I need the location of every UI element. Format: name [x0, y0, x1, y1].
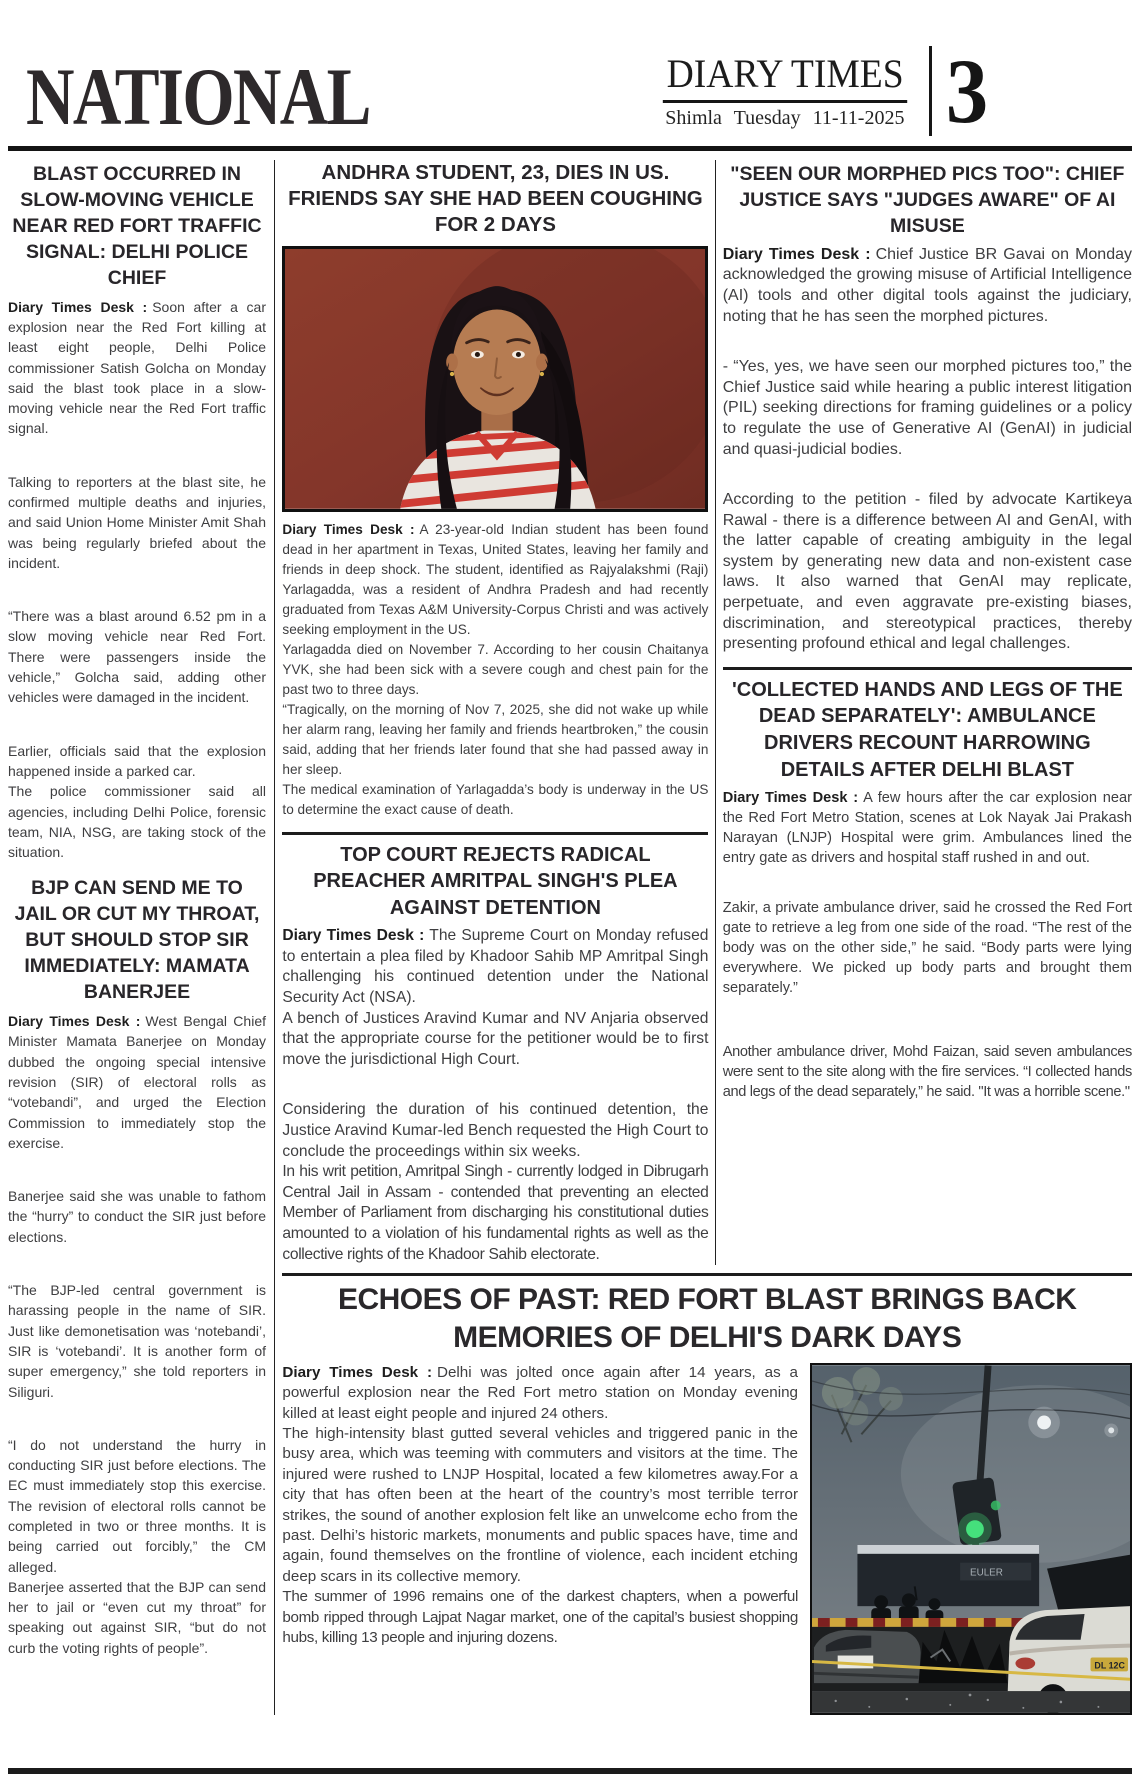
lead-text: West Bengal Chief Minister Mamata Banerjee on Monday dubbed the ongoing special intensive revision (SIR) of electoral rolls as “votebandi”, and urged the Election Commission to immediately stop the exercise. — [8, 1013, 266, 1151]
article-body — [282, 1363, 798, 1715]
article-paragraph: Banerjee said she was unable to fathom the “hurry” to conduct the SIR just before elections. — [8, 1188, 266, 1245]
burnt-sedan — [814, 1630, 921, 1683]
right-section — [282, 160, 1132, 1715]
byline: Diary Times Desk : — [282, 1363, 433, 1381]
page-header — [0, 0, 1140, 146]
article-paragraph: Considering the duration of his continued detention, the Justice Aravind Kumar-led Bench requested the High Court to conclude the proceedings within six weeks. — [282, 1101, 709, 1160]
column-left — [8, 160, 266, 1715]
article-headline: TOP COURT REJECTS RADICAL PREACHER AMRITPAL SINGH'S PLEA AGAINST DETENTION — [313, 843, 678, 919]
masthead-block — [655, 39, 990, 142]
article-lead — [8, 1011, 266, 1153]
article-mamata-sir — [8, 876, 266, 1658]
article-paragraph: The high-intensity blast gutted several vehicles and triggered panic in the busy area, which was teeming with commuters and visitors at the time. The injured were rushed to LNJP Hospital, located a few kilometres away.For a city that has often been at the heart of the country’s most terrible terror strikes, the sound of another explosion felt like an unwelcome echo from the past. Delhi’s historic markets, monuments and public spaces have, time and again, found themselves on the frontline of violence, each incident etching deep scars in its collective memory. — [282, 1425, 798, 1585]
article-ambulance — [723, 677, 1132, 1102]
byline: Diary Times Desk : — [282, 927, 425, 945]
article-blast-vehicle — [8, 162, 266, 862]
column-middle — [282, 160, 708, 1265]
article-paragraph: Banerjee asserted that the BJP can send her to jail or “even cut my throat” for speaking out against SIR, “but do not curb the voting rights of people”. — [8, 1578, 266, 1656]
article-headline: ANDHRA STUDENT, 23, DIES IN US. FRIENDS SAY SHE HAD BEEN COUGHING FOR 2 DAYS — [288, 161, 703, 237]
lead-text: Chief Justice BR Gavai on Monday acknowledged the growing misuse of Artificial Intelligence (AI) tools and other digital tools against the judiciary, noting that he has seen the morphed pictures. — [722, 245, 1132, 325]
article-paragraph: “The BJP-led central government is harassing people in the name of SIR. Just like demonetisation was ‘notebandi’, SIR is ‘votebandi’. It is another form of super emergency,” she told reporters in Siliguri. — [8, 1282, 266, 1400]
article-paragraph: The medical examination of Yarlagadda’s body is underway in the US to determine the exact cause of death. — [282, 781, 709, 817]
top-row — [282, 160, 1132, 1265]
article-paragraph: The police commissioner said all agencies, including Delhi Police, forensic team, NIA, NSG, are taking stock of the situation. — [8, 783, 266, 861]
section-title: NATIONAL — [26, 52, 370, 143]
article-rule — [282, 832, 708, 835]
streetlight — [1037, 1415, 1051, 1429]
article-headline: "SEEN OUR MORPHED PICS TOO": CHIEF JUSTICE SAYS "JUDGES AWARE" OF AI MISUSE — [730, 163, 1125, 237]
byline: Diary Times Desk : — [722, 790, 859, 807]
article-paragraph: “I do not understand the hurry in conducting SIR just before elections. The EC must immediately stop this exercise. The revision of electoral rolls cannot be completed in two or three months. It is being carried out forcibly,” the CM alleged. — [8, 1436, 266, 1575]
article-headline: ECHOES OF PAST: RED FORT BLAST BRINGS BACK MEMORIES OF DELHI'S DARK DAYS — [337, 1283, 1077, 1354]
article-amritpal — [282, 842, 708, 1266]
article-headline: 'COLLECTED HANDS AND LEGS OF THE DEAD SEPARATELY': AMBULANCE DRIVERS RECOUNT HARROWING DETAILS AFTER DELHI BLAST — [732, 678, 1123, 781]
article-paragraph: The summer of 1996 remains one of the darkest chapters, when a powerful bomb ripped through Lajpat Nagar market, one of the capital’s busiest shopping hubs, killing 13 people and injuring dozens. — [282, 1588, 798, 1647]
lead-text: Delhi was jolted once again after 14 years, as a powerful explosion near the Red Fort metro station on Monday evening killed at least eight people and injured 24 others. — [282, 1363, 798, 1422]
footer-rule — [8, 1768, 1132, 1774]
blast-scene-photo — [810, 1363, 1132, 1715]
license-plate-text: DL 12C — [1094, 1660, 1125, 1671]
masthead: DIARY TIMES — [663, 53, 908, 103]
truck-label: EULER — [970, 1567, 1003, 1579]
article-andhra-student — [282, 160, 708, 820]
student-portrait-illustration — [285, 249, 705, 509]
article-paragraph: Yarlagadda died on November 7. According to her cousin Chaitanya YVK, she had been sick with a severe cough and chest pain for the past two to three days. — [282, 641, 709, 697]
article-paragraph: Earlier, officials said that the explosion happened inside a parked car. — [8, 742, 266, 779]
article-headline: BLAST OCCURRED IN SLOW-MOVING VEHICLE NEAR RED FORT TRAFFIC SIGNAL: DELHI POLICE CHIEF — [12, 163, 262, 289]
article-cji-ai — [723, 162, 1132, 655]
byline: Diary Times Desk : — [722, 245, 871, 263]
page-number: 3 — [945, 39, 989, 142]
article-paragraph: Another ambulance driver, Mohd Faizan, said seven ambulances were sent to the site along with the fire services. “I collected hands and legs of the dead separately,” he said. "It was a horrible scene." — [722, 1044, 1132, 1101]
lead-text: A few hours after the car explosion near the Red Fort Metro Station, scenes at Lok Nayak Jai Prakash Narayan (LNJP) Hospital were grim. Ambulances lined the entry gate as drivers and hospital staff rushed in and out. — [722, 790, 1132, 867]
article-paragraph: A bench of Justices Aravind Kumar and NV Anjaria observed that the appropriate course for the petitioner would be to first move the jurisdictional High Court. — [282, 1009, 709, 1068]
student-photo — [282, 246, 708, 512]
article-paragraph: In his writ petition, Amritpal Singh - currently lodged in Dibrugarh Central Jail in Assam - contended that preventing an elected Member of Parliament from discharging his constitutional duties amounted to a violation of his fundamental rights as well as the collective rights of the Khadoor Sahib electorate. — [282, 1163, 709, 1263]
article-lead — [723, 245, 1132, 327]
article-lead — [282, 520, 708, 640]
header-rule — [8, 146, 1132, 151]
main-content — [0, 160, 1140, 1715]
article-headline: BJP CAN SEND ME TO JAIL OR CUT MY THROAT, BUT SHOULD STOP SIR IMMEDIATELY: MAMATA BANERJEE — [14, 877, 260, 1004]
lead-text: Soon after a car explosion near the Red Fort killing at least eight people, Delhi Police commissioner Satish Golcha on Monday said the blast took place in a slow-moving vehicle near the Red Fort traffic signal. — [8, 298, 266, 437]
masthead-divider — [929, 46, 932, 136]
article-echoes — [282, 1273, 1132, 1715]
article-paragraph: “There was a blast around 6.52 pm in a slow moving vehicle near Red Fort. There were passengers inside the vehicle,” Golcha said, adding other vehicles were damaged in the incident. — [8, 608, 266, 706]
article-lead — [282, 926, 708, 1008]
article-lead — [8, 297, 266, 439]
dateline: Shimla Tuesday 11-11-2025 — [665, 106, 905, 129]
tail-lamp — [1015, 1657, 1035, 1669]
article-paragraph: Talking to reporters at the blast site, he confirmed multiple deaths and injuries, and said Union Home Minister Amit Shah was being regularly briefed about the incident. — [8, 473, 266, 571]
article-paragraph: - “Yes, yes, we have seen our morphed pictures too,” the Chief Justice said while hearing a public interest litigation (PIL) seeking directions for framing guidelines or a policy to regulate the use of Generative AI (GenAI) in judicial and quasi-judicial bodies. — [722, 358, 1132, 458]
article-paragraph: Zakir, a private ambulance driver, said he crossed the Red Fort gate to retrieve a leg from one side of the road. “The rest of the body was on the other side,” he said. “Body parts were lying everywhere. We picked up body parts and brought them separately.” — [722, 900, 1132, 997]
article-rule — [282, 1273, 1132, 1276]
article-rule — [723, 667, 1132, 670]
lead-text: A 23-year-old Indian student has been found dead in her apartment in Texas, United States, leaving her family and friends in deep shock. The student, identified as Rajyalakshmi (Raji) Yarlagadda, was a resident of Andhra Pradesh and had recently graduated from Texas A&M University-Corpus Christi and was actively seeking employment in the US. — [282, 521, 709, 637]
article-lead — [282, 1363, 798, 1424]
blast-scene-illustration — [812, 1365, 1130, 1713]
article-paragraph: According to the petition - filed by advocate Kartikeya Rawal - there is a difference between AI and GenAI, with the latter capable of creating ambiguity in the legal system by generating new data and non-existent case laws. It also warned that GenAI may replicate, perpetuate, and even aggravate pre-existing biases, discrimination, and stereotypical practices, thereby presenting profound ethical and legal challenges. — [722, 491, 1132, 653]
byline: Diary Times Desk : — [8, 298, 148, 315]
article-paragraph: “Tragically, on the morning of Nov 7, 2025, she did not wake up while her alarm rang, leaving her family and friends heartbroken,” the cousin said, adding that her friends later found that she had passed away in her sleep. — [282, 701, 709, 777]
article-lead — [723, 788, 1132, 868]
byline: Diary Times Desk : — [8, 1013, 141, 1030]
column-right — [723, 160, 1132, 1265]
byline: Diary Times Desk : — [282, 521, 415, 537]
lead-text: The Supreme Court on Monday refused to entertain a plea filed by Khadoor Sahib MP Amritpal Singh challenging his continued detention under the National Security Act (NSA). — [282, 927, 709, 1007]
